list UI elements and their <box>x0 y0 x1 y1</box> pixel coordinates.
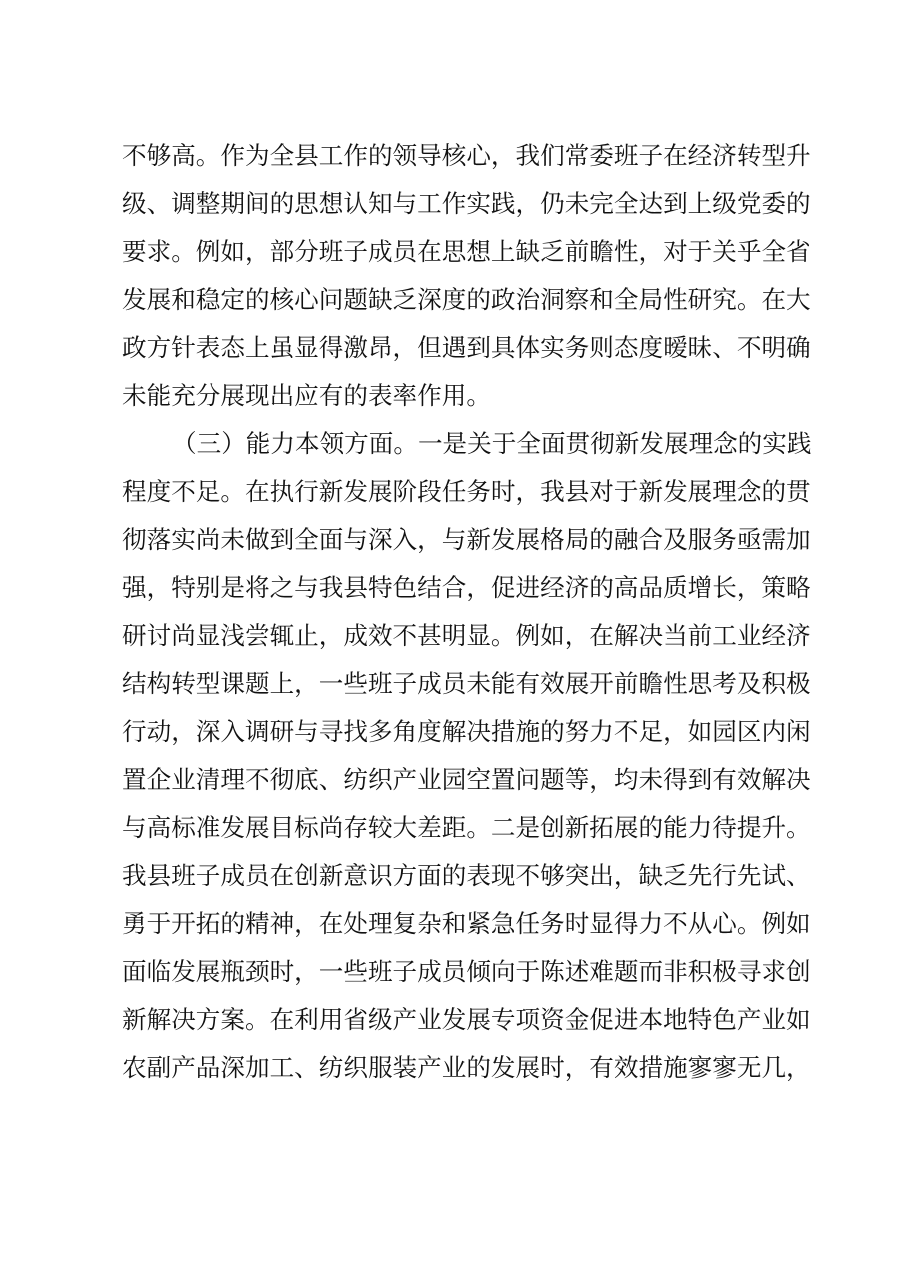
text-line-4: 发展和稳定的核心问题缺乏深度的政治洞察和全局性研究。在大 <box>122 285 811 314</box>
text-line-14: 置企业清理不彻底、纺织产业园空置问题等，均未得到有效解决 <box>122 765 811 794</box>
text-line-15: 与高标准发展目标尚存较大差距。二是创新拓展的能力待提升。 <box>122 813 811 842</box>
text-line-20: 农副产品深加工、纺织服装产业的发展时，有效措施寥寥无几， <box>122 1053 811 1082</box>
text-line-18: 面临发展瓶颈时，一些班子成员倾向于陈述难题而非积极寻求创 <box>122 957 811 986</box>
text-line-5: 政方针表态上虽显得激昂，但遇到具体实务则态度暧昧、不明确 <box>122 333 811 362</box>
text-line-13: 行动，深入调研与寻找多角度解决措施的努力不足，如园区内闲 <box>122 717 811 746</box>
text-line-17: 勇于开拓的精神，在处理复杂和紧急任务时显得力不从心。例如 <box>122 909 811 938</box>
text-line-9: 彻落实尚未做到全面与深入，与新发展格局的融合及服务亟需加 <box>122 525 811 554</box>
text-line-12: 结构转型课题上，一些班子成员未能有效展开前瞻性思考及积极 <box>122 669 811 698</box>
text-line-8: 程度不足。在执行新发展阶段任务时，我县对于新发展理念的贯 <box>122 477 811 506</box>
text-line-2: 级、调整期间的思想认知与工作实践，仍未完全达到上级党委的 <box>122 189 811 218</box>
text-line-10: 强，特别是将之与我县特色结合，促进经济的高品质增长，策略 <box>122 573 811 602</box>
text-line-3: 要求。例如，部分班子成员在思想上缺乏前瞻性，对于关乎全省 <box>122 237 811 266</box>
text-line-1: 不够高。作为全县工作的领导核心，我们常委班子在经济转型升 <box>122 141 811 170</box>
section-heading-line: （三）能力本领方面。一是关于全面贯彻新发展理念的实践 <box>172 429 812 458</box>
text-line-19: 新解决方案。在利用省级产业发展专项资金促进本地特色产业如 <box>122 1005 811 1034</box>
text-line-11: 研讨尚显浅尝辄止，成效不甚明显。例如，在解决当前工业经济 <box>122 621 811 650</box>
text-line-6: 未能充分展现出应有的表率作用。 <box>122 381 491 410</box>
text-line-16: 我县班子成员在创新意识方面的表现不够突出，缺乏先行先试、 <box>122 861 811 890</box>
